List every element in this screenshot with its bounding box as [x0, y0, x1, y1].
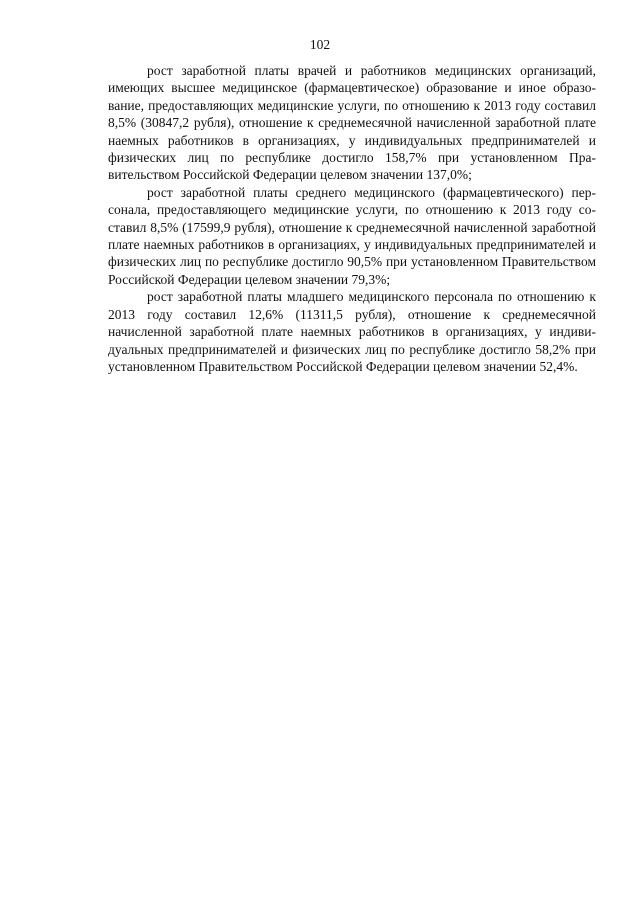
paragraph-nurses-salary: рост заработной платы среднего медицинского (фармацевтического) персонала, предоставляющего медицинские услуги, по отношению к 2013 году составил 8,5% (17599,9 рубля), отношение к среднемесячной начисленной заработной плате наемных работников в организациях, у индивидуальных предпринимателей и физических лиц по республике достигло 90,5% при установленном Правительством Российской Федерации целевом значении 79,3%; — [108, 184, 596, 287]
paragraph-junior-staff-salary: рост заработной платы младшего медицинского персонала по отношению к 2013 году составил 12,6% (11311,5 рубля), отношение к среднемесячной начисленной заработной плате наемных работников в организациях, у индивидуальных предпринимателей и физических лиц по республике достигло 58,2% при установленном Правительством Российской Федерации целевом значении 52,4%. — [108, 289, 596, 374]
page-number: 102 — [309, 37, 331, 52]
document-body — [108, 62, 596, 375]
paragraph-doctors-salary: рост заработной платы врачей и работников медицинских организаций, имеющих высшее медицинское (фармацевтическое) образование и иное образование, предоставляющих медицинские услуги, по отношению к 2013 году составил 8,5% (30847,2 рубля), отношение к среднемесячной начисленной заработной плате наемных работников в организациях, у индивидуальных предпринимателей и физических лиц по республике достигло 158,7% при установленном Правительством Российской Федерации целевом значении 137,0%; — [108, 63, 596, 183]
